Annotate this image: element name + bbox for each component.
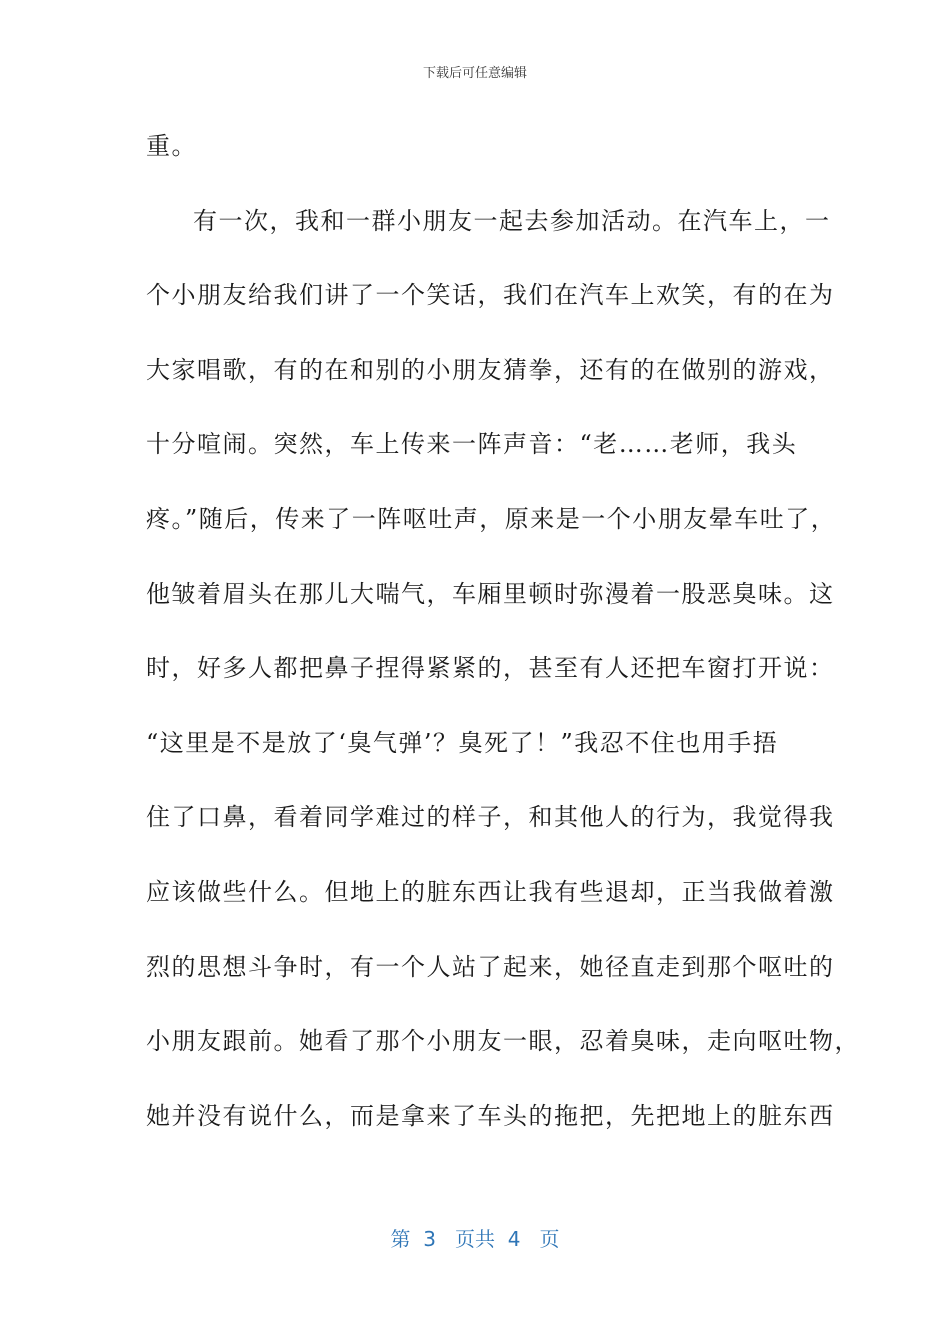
text-line: 疼。”随后，传来了一阵呕吐声，原来是一个小朋友晕车吐了， (146, 504, 837, 533)
page-number-footer: 第 3 页共 4 页 (390, 1227, 560, 1251)
body-text (146, 126, 860, 1170)
text-line: 烈的思想斗争时，有一个人站了起来，她径直走到那个呕吐的 (146, 952, 835, 981)
text-line: 小朋友跟前。她看了那个小朋友一眼，忍着臭味，走向呕吐物， (146, 1027, 860, 1056)
text-line: 她并没有说什么，而是拿来了车头的拖把，先把地上的脏东西 (146, 1101, 835, 1130)
text-line: 应该做些什么。但地上的脏东西让我有些退却，正当我做着激 (146, 877, 835, 906)
text-line: 有一次，我和一群小朋友一起去参加活动。在汽车上，一 (193, 206, 831, 235)
text-line: 个小朋友给我们讲了一个笑话，我们在汽车上欢笑，有的在为 (146, 281, 835, 310)
text-line: 大家唱歌，有的在和别的小朋友猜拳，还有的在做别的游戏， (146, 355, 835, 384)
text-line: 他皱着眉头在那儿大喘气，车厢里顿时弥漫着一股恶臭味。这 (146, 579, 835, 608)
text-line: 十分喧闹。突然，车上传来一阵声音：“老……老师，我头 (146, 430, 798, 459)
text-line: “这里是不是放了‘臭气弹’？臭死了！”我忍不住也用手捂 (146, 728, 779, 757)
text-line: 重。 (146, 132, 197, 160)
page-header: 下载后可任意编辑 (422, 66, 527, 81)
text-line: 时，好多人都把鼻子捏得紧紧的，甚至有人还把车窗打开说： (146, 654, 835, 683)
text-line: 住了口鼻，看着同学难过的样子，和其他人的行为，我觉得我 (146, 803, 835, 832)
